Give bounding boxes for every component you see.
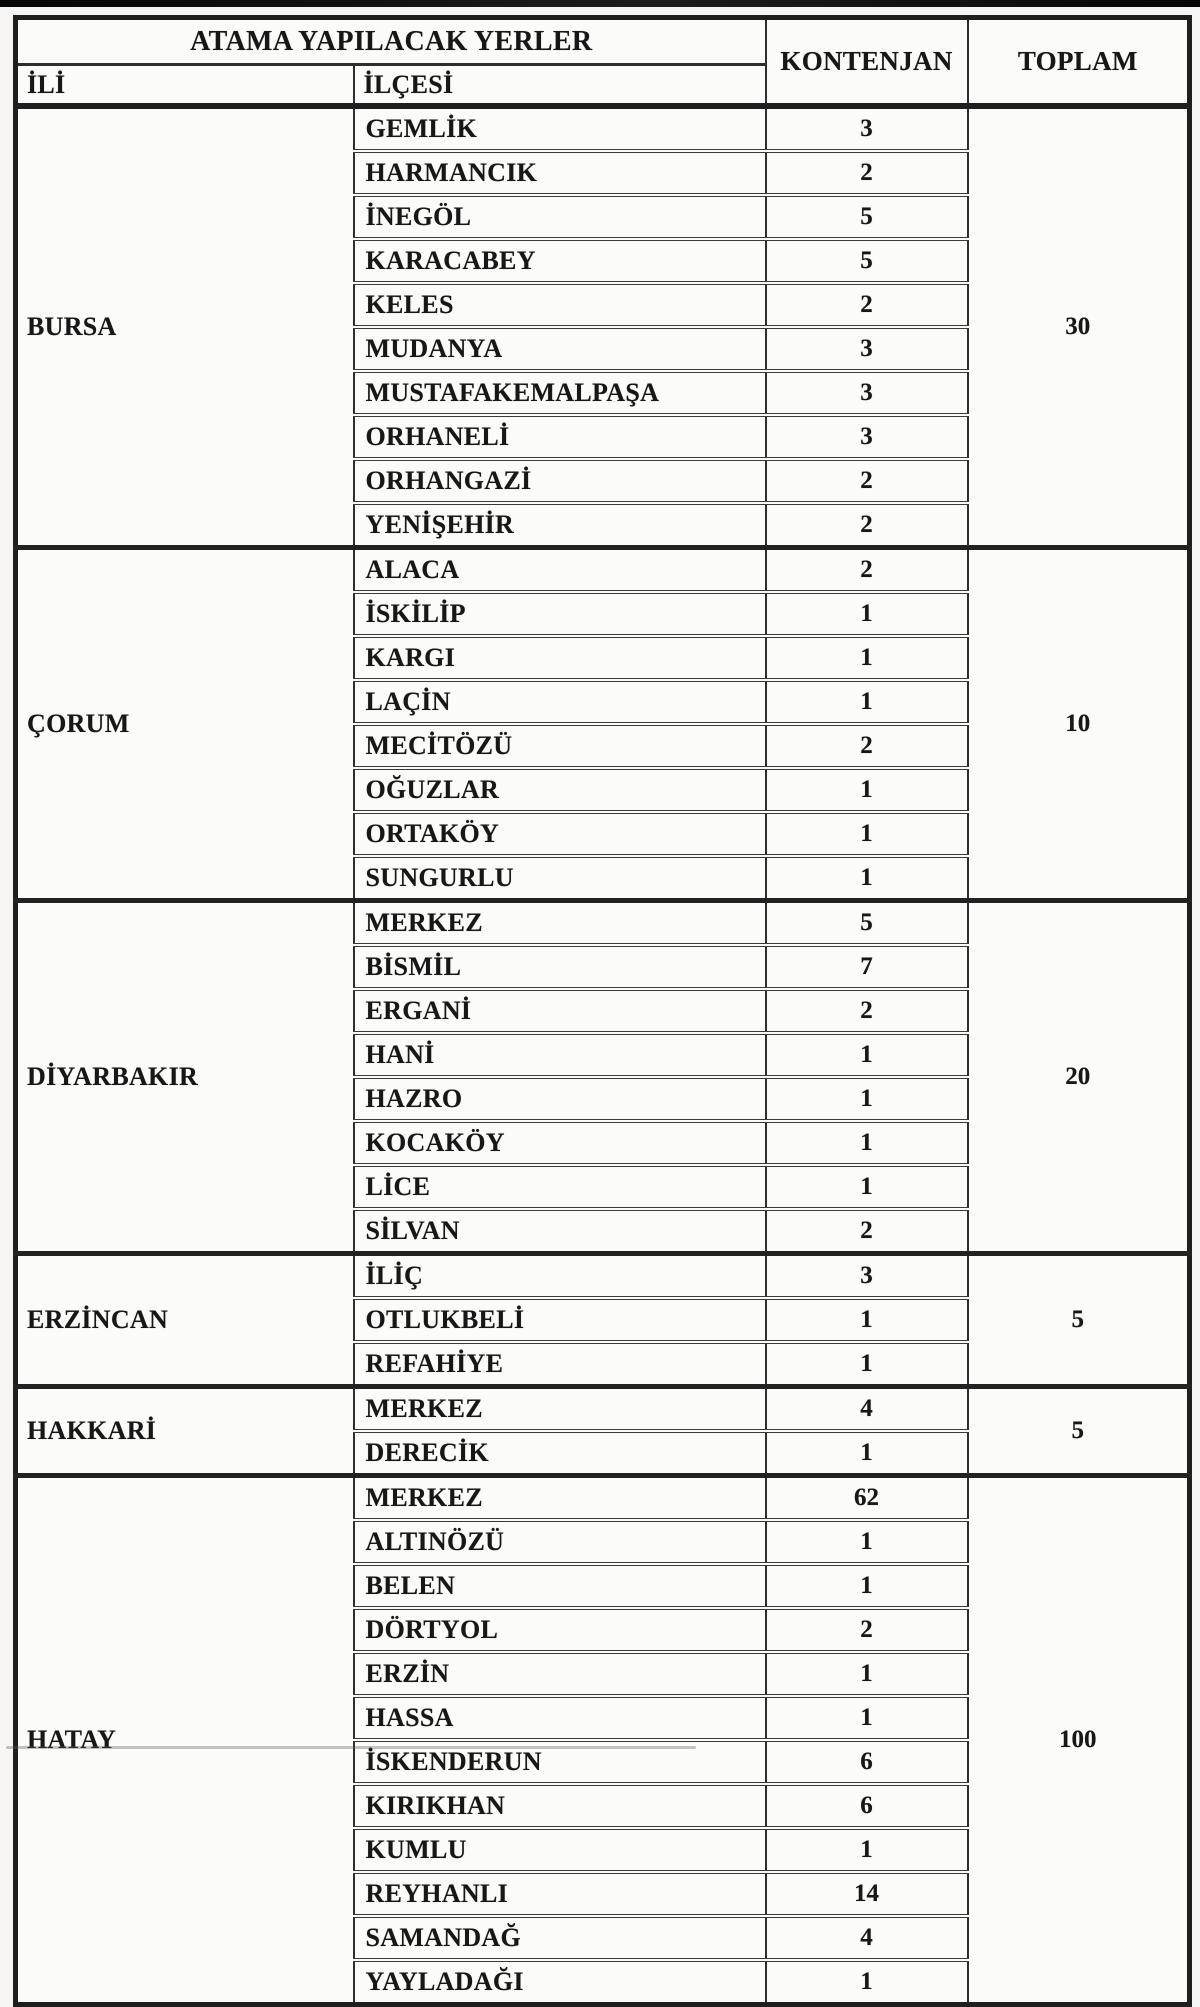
district-cell: BELEN bbox=[354, 1564, 766, 1608]
quota-cell: 62 bbox=[766, 1476, 968, 1521]
scanned-document bbox=[13, 15, 1192, 2007]
quota-cell: 1 bbox=[766, 1520, 968, 1564]
quota-cell: 2 bbox=[766, 1209, 968, 1254]
quota-cell: 1 bbox=[766, 680, 968, 724]
quota-cell: 2 bbox=[766, 724, 968, 768]
quota-cell: 1 bbox=[766, 636, 968, 680]
quota-table-body bbox=[16, 106, 1190, 2005]
district-cell: KARGI bbox=[354, 636, 766, 680]
quota-cell: 6 bbox=[766, 1784, 968, 1828]
district-cell: ERGANİ bbox=[354, 989, 766, 1033]
district-cell: DERECİK bbox=[354, 1431, 766, 1476]
district-cell: İSKİLİP bbox=[354, 592, 766, 636]
quota-cell: 1 bbox=[766, 1033, 968, 1077]
district-cell: MERKEZ bbox=[354, 1387, 766, 1432]
district-cell: KIRIKHAN bbox=[354, 1784, 766, 1828]
quota-cell: 1 bbox=[766, 1298, 968, 1342]
province-cell: DİYARBAKIR bbox=[16, 901, 354, 1254]
district-cell: OTLUKBELİ bbox=[354, 1298, 766, 1342]
district-cell: KARACABEY bbox=[354, 239, 766, 283]
quota-cell: 5 bbox=[766, 195, 968, 239]
total-cell: 10 bbox=[968, 548, 1190, 901]
quota-cell: 4 bbox=[766, 1387, 968, 1432]
district-cell: HAZRO bbox=[354, 1077, 766, 1121]
header-ili: İLİ bbox=[16, 65, 354, 107]
quota-cell: 14 bbox=[766, 1872, 968, 1916]
quota-cell: 3 bbox=[766, 106, 968, 151]
district-cell: İLİÇ bbox=[354, 1254, 766, 1299]
district-cell: MECİTÖZÜ bbox=[354, 724, 766, 768]
total-cell: 100 bbox=[968, 1476, 1190, 2005]
district-cell: BİSMİL bbox=[354, 945, 766, 989]
district-cell: MUDANYA bbox=[354, 327, 766, 371]
header-kontenjan: KONTENJAN bbox=[766, 18, 968, 107]
district-cell: HANİ bbox=[354, 1033, 766, 1077]
table-row bbox=[16, 901, 1190, 946]
quota-cell: 2 bbox=[766, 548, 968, 593]
quota-cell: 1 bbox=[766, 856, 968, 901]
quota-cell: 1 bbox=[766, 768, 968, 812]
district-cell: ORTAKÖY bbox=[354, 812, 766, 856]
quota-cell: 2 bbox=[766, 283, 968, 327]
quota-cell: 1 bbox=[766, 1342, 968, 1387]
total-cell: 20 bbox=[968, 901, 1190, 1254]
district-cell: OĞUZLAR bbox=[354, 768, 766, 812]
quota-cell: 1 bbox=[766, 1121, 968, 1165]
quota-cell: 5 bbox=[766, 239, 968, 283]
quota-cell: 5 bbox=[766, 901, 968, 946]
quota-cell: 3 bbox=[766, 415, 968, 459]
district-cell: ALACA bbox=[354, 548, 766, 593]
quota-cell: 1 bbox=[766, 1431, 968, 1476]
district-cell: KOCAKÖY bbox=[354, 1121, 766, 1165]
district-cell: KELES bbox=[354, 283, 766, 327]
quota-cell: 1 bbox=[766, 1960, 968, 2005]
province-cell: HATAY bbox=[16, 1476, 354, 2005]
total-cell: 5 bbox=[968, 1387, 1190, 1476]
quota-cell: 4 bbox=[766, 1916, 968, 1960]
quota-cell: 1 bbox=[766, 812, 968, 856]
quota-cell: 3 bbox=[766, 371, 968, 415]
quota-cell: 2 bbox=[766, 1608, 968, 1652]
district-cell: ERZİN bbox=[354, 1652, 766, 1696]
header-ilcesi: İLÇESİ bbox=[354, 65, 766, 107]
district-cell: REYHANLI bbox=[354, 1872, 766, 1916]
district-cell: SİLVAN bbox=[354, 1209, 766, 1254]
district-cell: LAÇİN bbox=[354, 680, 766, 724]
table-row bbox=[16, 548, 1190, 593]
quota-cell: 1 bbox=[766, 1564, 968, 1608]
quota-cell: 1 bbox=[766, 1165, 968, 1209]
district-cell: KUMLU bbox=[354, 1828, 766, 1872]
district-cell: LİCE bbox=[354, 1165, 766, 1209]
district-cell: İNEGÖL bbox=[354, 195, 766, 239]
district-cell: DÖRTYOL bbox=[354, 1608, 766, 1652]
quota-cell: 2 bbox=[766, 989, 968, 1033]
table-row bbox=[16, 1476, 1190, 1521]
district-cell: İSKENDERUN bbox=[354, 1740, 766, 1784]
district-cell: ALTINÖZÜ bbox=[354, 1520, 766, 1564]
quota-cell: 7 bbox=[766, 945, 968, 989]
table-row bbox=[16, 1254, 1190, 1299]
total-cell: 5 bbox=[968, 1254, 1190, 1387]
quota-cell: 1 bbox=[766, 592, 968, 636]
quota-cell: 1 bbox=[766, 1828, 968, 1872]
district-cell: YENİŞEHİR bbox=[354, 503, 766, 548]
district-cell: REFAHİYE bbox=[354, 1342, 766, 1387]
quota-table bbox=[13, 15, 1192, 2007]
district-cell: GEMLİK bbox=[354, 106, 766, 151]
quota-cell: 6 bbox=[766, 1740, 968, 1784]
quota-cell: 2 bbox=[766, 151, 968, 195]
province-cell: BURSA bbox=[16, 106, 354, 548]
scan-artifact-top-bar bbox=[0, 0, 1200, 7]
header-row-1 bbox=[16, 18, 1190, 65]
scan-artifact-bottom-smudge bbox=[6, 1746, 696, 1749]
district-cell: YAYLADAĞI bbox=[354, 1960, 766, 2005]
district-cell: SAMANDAĞ bbox=[354, 1916, 766, 1960]
quota-cell: 2 bbox=[766, 459, 968, 503]
table-row bbox=[16, 1387, 1190, 1432]
district-cell: ORHANGAZİ bbox=[354, 459, 766, 503]
district-cell: MERKEZ bbox=[354, 1476, 766, 1521]
quota-cell: 3 bbox=[766, 1254, 968, 1299]
header-toplam: TOPLAM bbox=[968, 18, 1190, 107]
table-title: ATAMA YAPILACAK YERLER bbox=[16, 18, 766, 65]
quota-cell: 1 bbox=[766, 1652, 968, 1696]
quota-cell: 1 bbox=[766, 1077, 968, 1121]
quota-cell: 1 bbox=[766, 1696, 968, 1740]
district-cell: HASSA bbox=[354, 1696, 766, 1740]
quota-cell: 3 bbox=[766, 327, 968, 371]
district-cell: MUSTAFAKEMALPAŞA bbox=[354, 371, 766, 415]
total-cell: 30 bbox=[968, 106, 1190, 548]
district-cell: ORHANELİ bbox=[354, 415, 766, 459]
district-cell: SUNGURLU bbox=[354, 856, 766, 901]
province-cell: ERZİNCAN bbox=[16, 1254, 354, 1387]
district-cell: HARMANCIK bbox=[354, 151, 766, 195]
province-cell: HAKKARİ bbox=[16, 1387, 354, 1476]
province-cell: ÇORUM bbox=[16, 548, 354, 901]
district-cell: MERKEZ bbox=[354, 901, 766, 946]
quota-cell: 2 bbox=[766, 503, 968, 548]
table-row bbox=[16, 106, 1190, 151]
